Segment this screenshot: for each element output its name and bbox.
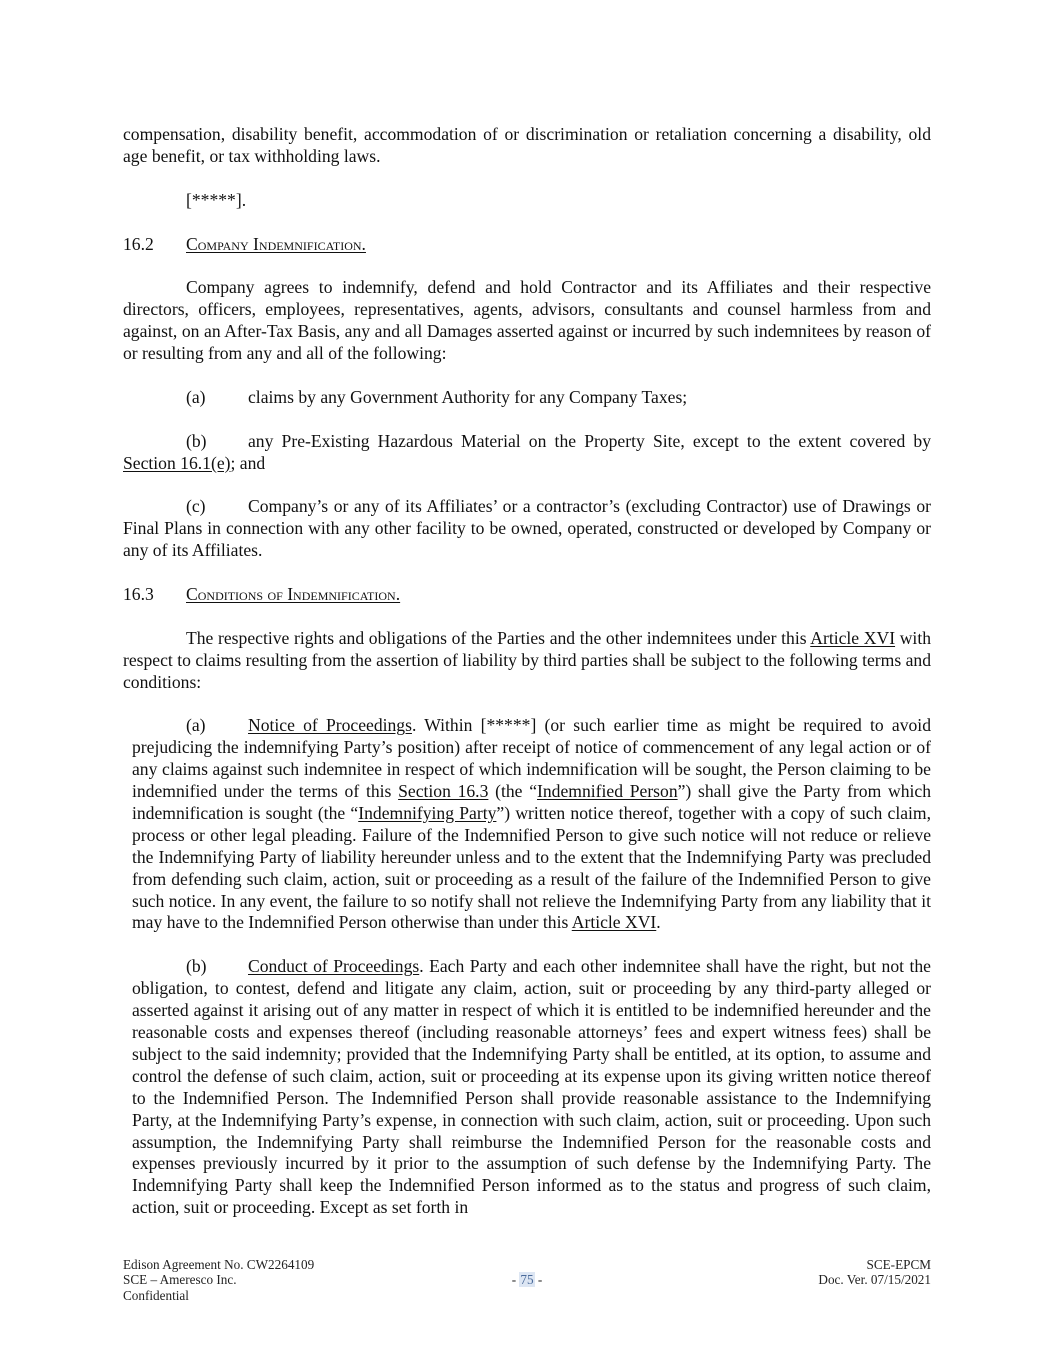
list-item-text: any Pre-Existing Hazardous Material on the Property Site, except to the extent covered by [248,430,931,451]
subsection-heading: Conduct of Proceedings [248,956,420,977]
cross-reference-link[interactable]: Section 16.1(e) [123,452,231,473]
page-number-prefix: - [511,1272,520,1288]
list-label: (b) [186,430,207,451]
cross-reference-link[interactable]: Article XVI [810,627,896,648]
section-title: Conditions of Indemnification. [186,583,401,604]
paragraph-text: . Each Party and each other indemnitee shall have the right, but not the obligation, to contest, defend and litigate any claim, action, suit or proceeding by any third-party alleged or asserted against it arising out of any matter in respect of which it is entitled to be indemnified hereunder and the reasonable costs and expenses thereof (including reasonable attorneys’ fees and expert witness fees) shall be subject to the said indemnity; provided that the Indemnifying Party shall be entitled, at its option, to assume and control the defense of such claim, action, suit or proceeding at its expense upon its giving written notice thereof to the Indemnified Person. The Indemnified Person shall provide reasonable assistance to the Indemnifying Party, at the Indemnifying Party’s expense, in connection with such claim, action, suit or proceeding. Upon such assumption, the Indemnifying Party shall reimburse the Indemnified Person for the reasonable costs and expenses previously incurred by it prior to the assumption of such defense by the Indemnifying Party. The Indemnifying Party shall keep the Indemnified Person informed as to the status and progress of such claim, action, suit or proceeding. Except as set forth in [132,956,931,1218]
section-16-3-intro [123,628,931,694]
confidential-label: Confidential [123,1287,189,1303]
list-item-text: ; and [230,452,266,473]
section-number: 16.2 [123,233,154,254]
list-item-16-3-a [132,715,931,934]
page-number-suffix: - [534,1272,543,1288]
paragraph-text: (the “ [488,781,538,802]
document-version: Doc. Ver. 07/15/2021 [818,1272,931,1288]
list-item-text: Company’s or any of its Affiliates’ or a contractor’s (excluding Contractor) use of Drawings or Final Plans in connection with any other facility to be owned, operated, constructed or developed by Company or any of its Affiliates. [123,496,931,561]
intro-text: with respect to claims resulting from the assertion of liability by third parties shall be subject to the following terms and conditions: [123,627,932,692]
cross-reference-link[interactable]: Article XVI [571,912,657,933]
list-item-16-2-b [123,431,931,475]
defined-term: Indemnified Person [537,781,678,802]
paragraph-text: ”) written notice thereof, together with a copy of such claim, process or other legal pleading. Failure of the Indemnified Person to give such notice will not reduce or relieve the Indemnifying Party of liability hereunder unless and to the extent that the Indemnifying Party was precluded from defending such claim, action, suit or proceeding as a result of the failure of the Indemnified Person to give such notice. In any event, the failure to so notify shall not relieve the Indemnifying Party from any liability that it may have to the Indemnified Person otherwise than under this [132,802,931,933]
list-item-text: claims by any Government Authority for any Company Taxes; [248,386,688,407]
list-label: (b) [186,956,207,977]
page-body [123,124,931,1219]
list-item-16-2-c [123,496,931,562]
paragraph-text: . [656,912,661,933]
redacted-text: [*****]. [186,189,247,210]
list-item-16-3-b [132,956,931,1219]
section-title: Company Indemnification. [186,233,366,254]
page-number-value: 75 [520,1272,534,1288]
subsection-heading: Notice of Proceedings [248,715,412,736]
section-16-2-intro: Company agrees to indemnify, defend and hold Contractor and its Affiliates and their respective directors, officers, employees, representatives, agents, advisors, consultants and counsel harmless from and against, on an After-Tax Basis, any and all Damages asserted against or incurred by such indemnitees by reason of or resulting from any and all of the following: [123,277,931,364]
defined-term: Indemnifying Party [358,802,497,823]
agreement-number: Edison Agreement No. CW2264109 [123,1257,315,1272]
footer-right [818,1257,931,1288]
paragraph-text: ”) shall give the Party from which indemnification is sought (the “ [132,781,931,823]
list-label: (a) [186,386,206,407]
intro-text: The respective rights and obligations of the Parties and the other indemnitees under this [186,627,811,648]
paragraph-text: . Within [*****] (or such earlier time as might be required to avoid prejudicing the indemnifying Party’s position) after receipt of notice of commencement of any legal action or of any claims against such indemnitee in respect of which indemnification will be sought, the Person claiming to be indemnified under the terms of this [132,715,931,802]
parties: SCE – Ameresco Inc. [123,1272,237,1288]
section-heading-16-3 [123,584,931,606]
document-code: SCE-EPCM [866,1257,931,1272]
section-heading-16-2 [123,234,931,256]
list-label: (a) [186,715,206,736]
cross-reference-link[interactable]: Section 16.3 [398,781,489,802]
list-item-16-2-a [123,387,931,409]
continuation-paragraph: compensation, disability benefit, accommodation of or discrimination or retaliation concerning a disability, old age benefit, or tax withholding laws. [123,124,931,166]
section-number: 16.3 [123,583,154,604]
page-number [123,1272,931,1287]
list-label: (c) [186,496,206,517]
